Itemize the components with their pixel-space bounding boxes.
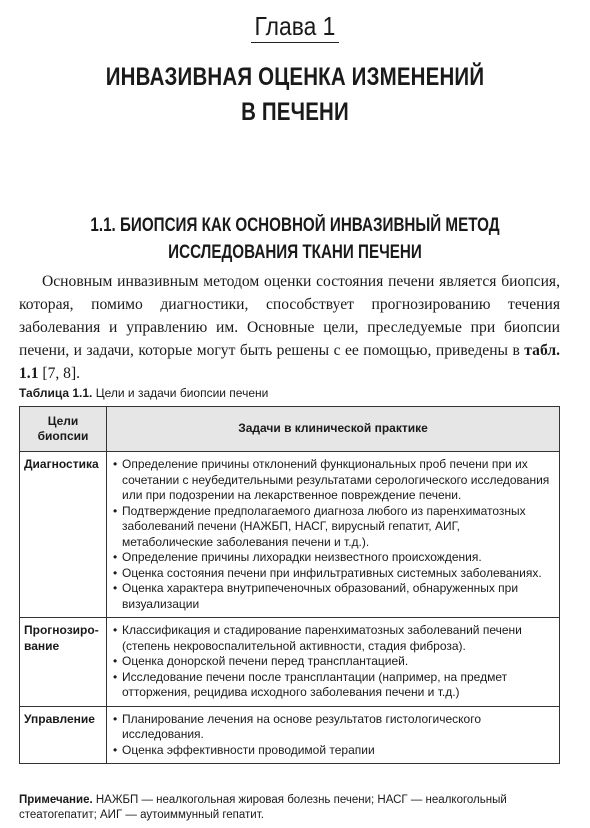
task-item: [113, 566, 553, 582]
tasks-cell: [107, 706, 560, 764]
task-text: Оценка характера внутрипеченочных образований, обнаруженных при визуализации: [122, 581, 519, 611]
note-label: Примечание.: [19, 794, 93, 806]
task-text: Подтверждение предполагаемого диагноза любого из паренхиматозных заболеваний печени (НАЖБП, НАСГ, вирусный гепатит, АИГ, метаболические заболевания печени и т.д.).: [122, 503, 526, 549]
task-text: Оценка состояния печени при инфильтративных системных заболеваниях.: [122, 565, 542, 580]
bullet-icon: •: [113, 742, 118, 757]
task-text: Оценка донорской печени перед трансплантацией.: [122, 654, 409, 668]
table-row: [20, 618, 560, 707]
task-item: [113, 623, 553, 654]
table-caption: [19, 385, 268, 401]
goal-cell: Диагностика: [20, 452, 107, 618]
goal-cell: Управление: [20, 706, 107, 764]
chapter-heading: Глава 1: [0, 10, 590, 43]
biopsy-goals-table: [19, 406, 560, 764]
task-item: [113, 504, 553, 551]
header-goals: Цели биопсии: [20, 407, 107, 452]
task-item: [113, 712, 553, 743]
task-item: [113, 550, 553, 566]
bullet-icon: •: [113, 581, 118, 595]
chapter-title-line-1: ИНВАЗИВНАЯ ОЦЕНКА ИЗМЕНЕНИЙ: [105, 63, 485, 91]
bullet-icon: •: [113, 565, 118, 580]
note-text: НАЖБП — неалкогольная жировая болезнь печени; НАСГ — неалкогольный стеатогепатит; АИГ — аутоиммунный гепатит.: [19, 794, 507, 821]
task-text: Определение причины лихорадки неизвестного происхождения.: [122, 550, 482, 564]
table-header-row: [20, 407, 560, 452]
section-heading-line-2: ИССЛЕДОВАНИЯ ТКАНИ ПЕЧЕНИ: [168, 242, 422, 263]
section-heading: [0, 212, 590, 266]
tasks-cell: [107, 618, 560, 707]
bullet-icon: •: [113, 457, 118, 471]
task-text: Исследование печени после трансплантации (например, на предмет отторжения, рецидива исходного заболевания печени и т.д.): [122, 669, 508, 699]
chapter-title-line-2: В ПЕЧЕНИ: [241, 98, 349, 126]
table-note: [19, 793, 564, 823]
table-caption-text: Цели и задачи биопсии печени: [92, 386, 269, 400]
task-text: Классификация и стадирование паренхиматозных заболеваний печени (степень некровоспалительной активности, стадия фиброза).: [122, 623, 522, 653]
tasks-cell: [107, 452, 560, 618]
task-item: [113, 670, 553, 701]
table-row: [20, 452, 560, 618]
chapter-title: [0, 60, 590, 130]
table-caption-label: Таблица 1.1.: [19, 386, 93, 400]
header-tasks: Задачи в клинической практике: [107, 407, 560, 452]
task-item: [113, 654, 553, 670]
bullet-icon: •: [113, 550, 118, 564]
body-paragraph: [19, 270, 560, 385]
citation-refs: [7, 8].: [38, 365, 81, 382]
goal-cell: Прогнозиро-вание: [20, 618, 107, 707]
bullet-icon: •: [113, 669, 118, 684]
task-text: Оценка эффективности проводимой терапии: [122, 742, 375, 757]
task-item: [113, 457, 553, 504]
table-reference: табл. 1.1: [19, 342, 560, 382]
paragraph-text: Основным инвазивным методом оценки состояния печени является биопсия, которая, помимо диагностики, способствует прогнозированию течения заболевания и управлению им. Основные цели, преследуемые при биопсии печени, и задачи, которые могут быть решены с ее помощью, приведены в: [19, 273, 560, 359]
bullet-icon: •: [113, 623, 118, 637]
bullet-icon: •: [113, 503, 118, 518]
task-text: Планирование лечения на основе результатов гистологического исследования.: [122, 711, 481, 741]
bullet-icon: •: [113, 711, 118, 726]
bullet-icon: •: [113, 654, 118, 668]
table-row: [20, 706, 560, 764]
task-item: [113, 581, 553, 612]
task-text: Определение причины отклонений функциональных проб печени при их сочетании с неубедительными результатами серологического исследования или при подозрении на лекарственное повреждение печени.: [122, 457, 550, 502]
task-item: [113, 743, 553, 759]
section-heading-line-1: 1.1. БИОПСИЯ КАК ОСНОВНОЙ ИНВАЗИВНЫЙ МЕТОД: [90, 215, 500, 236]
